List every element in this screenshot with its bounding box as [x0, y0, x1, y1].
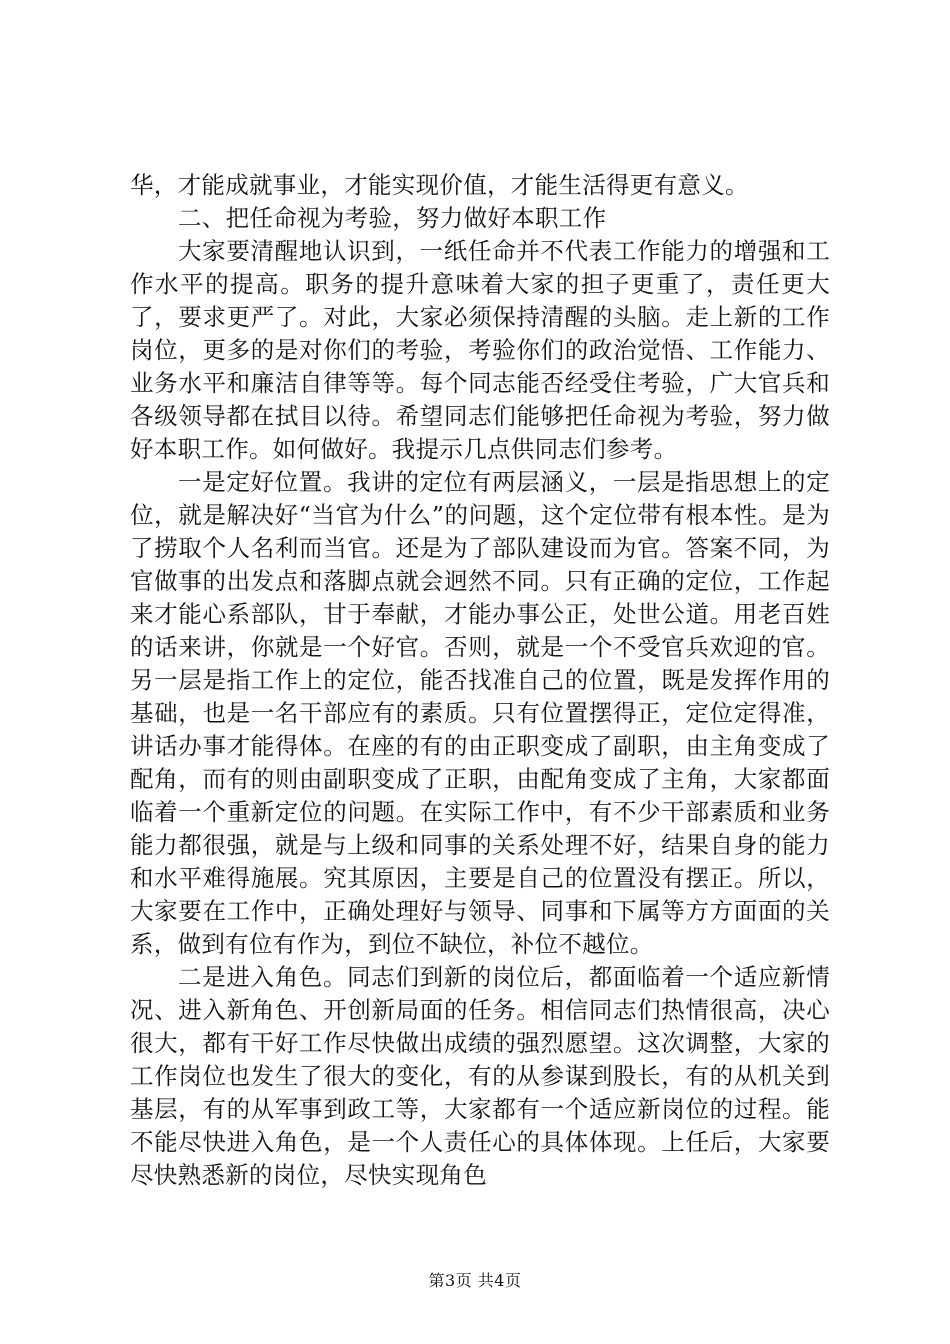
paragraph: 大家要清醒地认识到，一纸任命并不代表工作能力的增强和工作水平的提高。职务的提升意味着大家的担子更重了，责任更大了，要求更严了。对此，大家必须保持清醒的头脑。走上新的工作岗位，更多的是对你们的考验，考验你们的政治觉悟、工作能力、业务水平和廉洁自律等等。每个同志能否经受住考验，广大官兵和各级领导都在拭目以待。希望同志们能够把任命视为考验，努力做好本职工作。如何做好。我提示几点供同志们参考。 [130, 237, 830, 463]
paragraph: 一是定好位置。我讲的定位有两层涵义，一层是指思想上的定位，就是解决好“当官为什么”的问题，这个定位带有根本性。是为了捞取个人名利而当官。还是为了部队建设而为官。答案不同，为官做事的出发点和落脚点就会迥然不同。只有正确的定位，工作起来才能心系部队，甘于奉献，才能办事公正，处世公道。用老百姓的话来讲，你就是一个好官。否则，就是一个不受官兵欢迎的官。另一层是指工作上的定位，能否找准自己的位置，既是发挥作用的基础，也是一名干部应有的素质。只有位置摆得正，定位定得准，讲话办事才能得体。在座的有的由正职变成了副职，由主角变成了配角，而有的则由副职变成了正职，由配角变成了主角，大家都面临着一个重新定位的问题。在实际工作中，有不少干部素质和业务能力都很强，就是与上级和同事的关系处理不好，结果自身的能力和水平难得施展。究其原因，主要是自己的位置没有摆正。所以，大家要在工作中，正确处理好与领导、同事和下属等方方面面的关系，做到有位有作为，到位不缺位，补位不越位。 [130, 468, 830, 958]
page-number-footer: 第3页 共4页 [428, 1271, 522, 1290]
body-text [130, 169, 830, 1192]
paragraph-continuation: 华，才能成就事业，才能实现价值，才能生活得更有意义。 [130, 171, 749, 199]
section-heading: 二、把任命视为考验，努力做好本职工作 [178, 204, 607, 232]
paragraph: 二是进入角色。同志们到新的岗位后，都面临着一个适应新情况、进入新角色、开创新局面的任务。相信同志们热情很高，决心很大，都有干好工作尽快做出成绩的强烈愿望。这次调整，大家的工作岗位也发生了很大的变化，有的从参谋到股长，有的从机关到基层，有的从军事到政工等，大家都有一个适应新岗位的过程。能不能尽快进入角色，是一个人责任心的具体体现。上任后，大家要尽快熟悉新的岗位，尽快实现角色 [130, 963, 830, 1189]
